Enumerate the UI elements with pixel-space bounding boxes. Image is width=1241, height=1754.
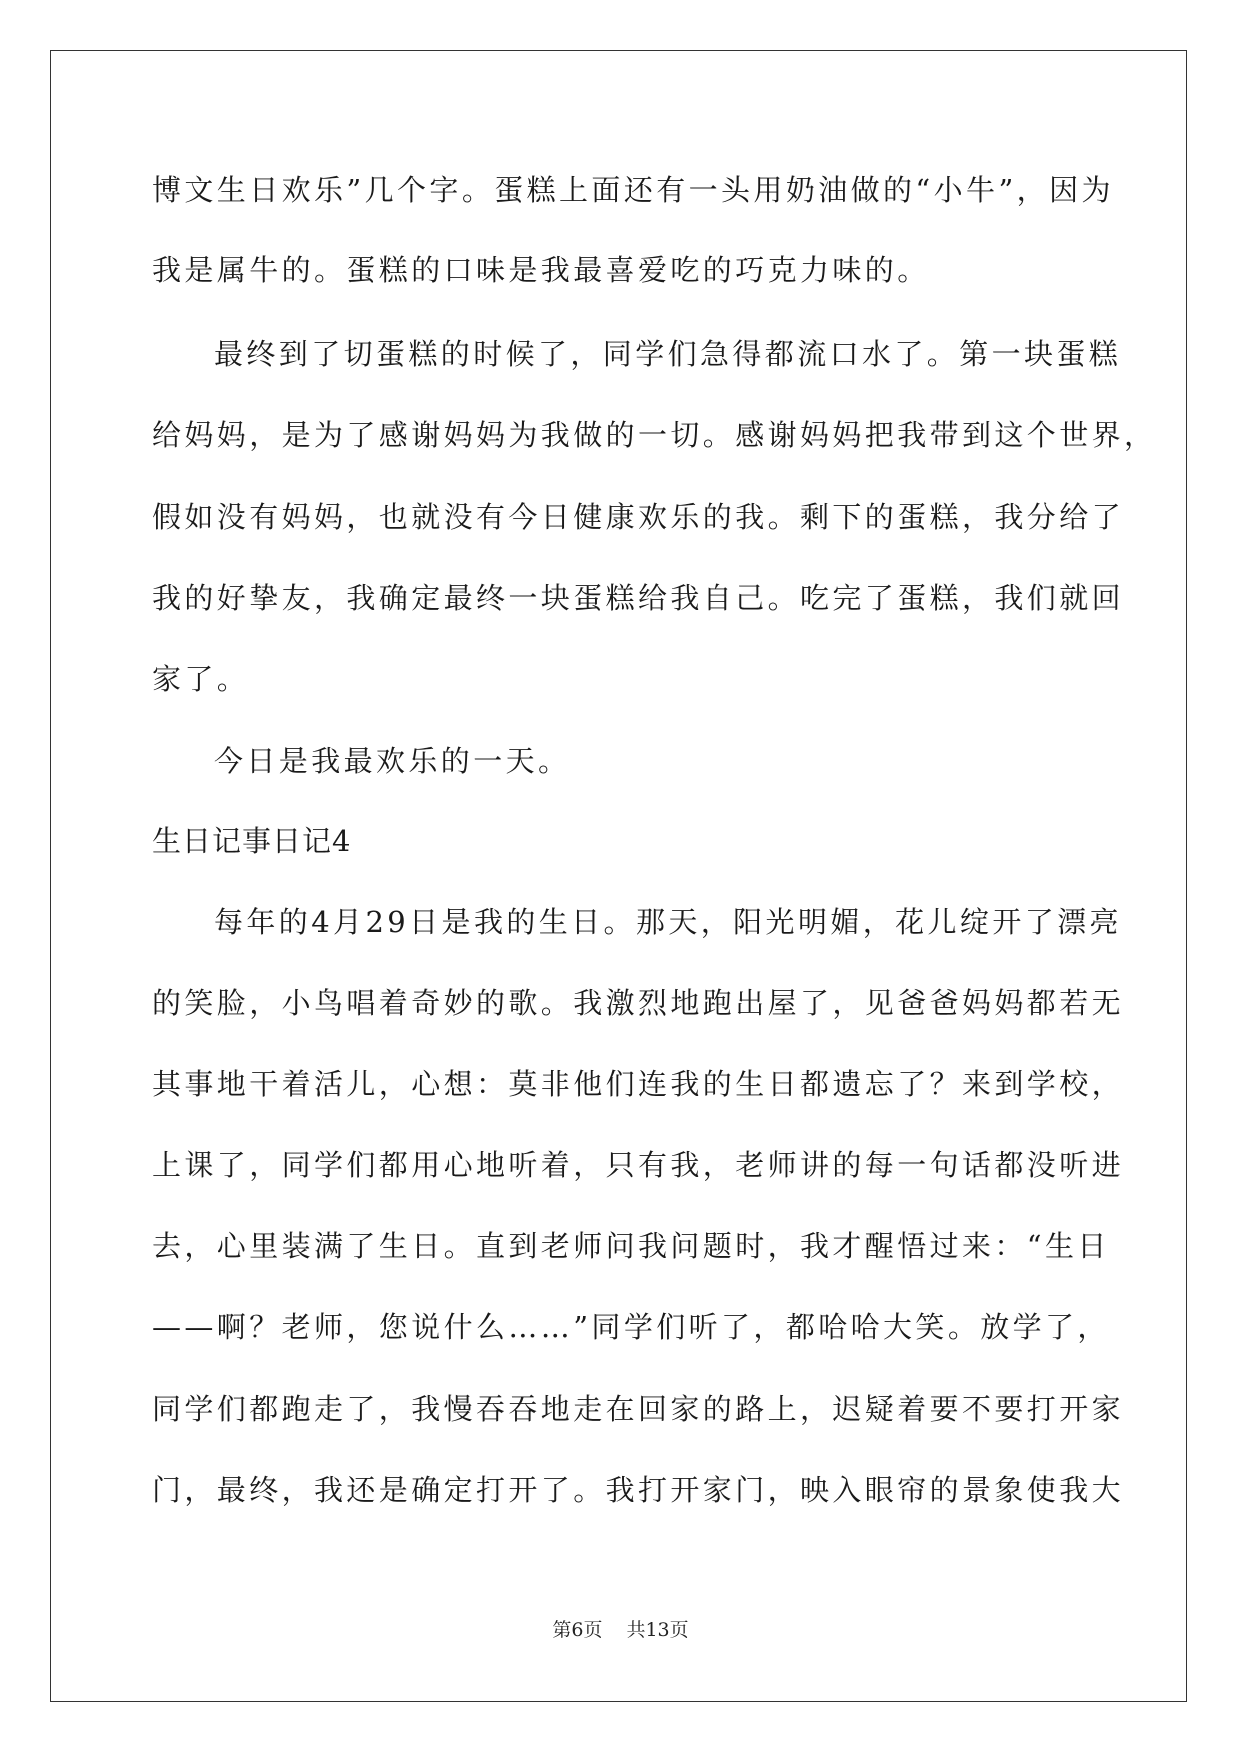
text-line: 家了。 xyxy=(152,662,250,696)
text-line: 我的好挚友，我确定最终一块蛋糕给我自己。吃完了蛋糕，我们就回 xyxy=(152,581,1125,615)
text-line: 最终到了切蛋糕的时候了，同学们急得都流口水了。第一块蛋糕 xyxy=(214,337,1122,371)
text-line: 今日是我最欢乐的一天。 xyxy=(214,744,571,778)
text-line: 其事地干着活儿，心想：莫非他们连我的生日都遗忘了？来到学校， xyxy=(152,1067,1125,1101)
text-line: 给妈妈，是为了感谢妈妈为我做的一切。感谢妈妈把我带到这个世界， xyxy=(152,418,1157,452)
text-line: 每年的4月29日是我的生日。那天，阳光明媚，花儿绽开了漂亮 xyxy=(214,905,1122,939)
text-line: 同学们都跑走了，我慢吞吞地走在回家的路上，迟疑着要不要打开家 xyxy=(152,1392,1125,1426)
text-line: 假如没有妈妈，也就没有今日健康欢乐的我。剩下的蛋糕，我分给了 xyxy=(152,500,1125,534)
text-line: ——啊？老师，您说什么……”同学们听了，都哈哈大笑。放学了， xyxy=(152,1310,1110,1344)
text-line: 门，最终，我还是确定打开了。我打开家门，映入眼帘的景象使我大 xyxy=(152,1473,1125,1507)
text-line: 的笑脸，小鸟唱着奇妙的歌。我激烈地跑出屋了，见爸爸妈妈都若无 xyxy=(152,986,1125,1020)
text-line: 博文生日欢乐”几个字。蛋糕上面还有一头用奶油做的“小牛”，因为 xyxy=(152,173,1114,207)
section-heading: 生日记事日记4 xyxy=(152,824,352,858)
page-footer xyxy=(0,1618,1241,1642)
page-total: 共13页 xyxy=(626,1619,689,1641)
page-border xyxy=(50,50,1187,1702)
text-line: 去，心里装满了生日。直到老师问我问题时，我才醒悟过来：“生日 xyxy=(152,1229,1110,1263)
page-number: 第6页 xyxy=(552,1619,603,1641)
text-line: 我是属牛的。蛋糕的口味是我最喜爱吃的巧克力味的。 xyxy=(152,253,930,287)
text-line: 上课了，同学们都用心地听着，只有我，老师讲的每一句话都没听进 xyxy=(152,1148,1125,1182)
